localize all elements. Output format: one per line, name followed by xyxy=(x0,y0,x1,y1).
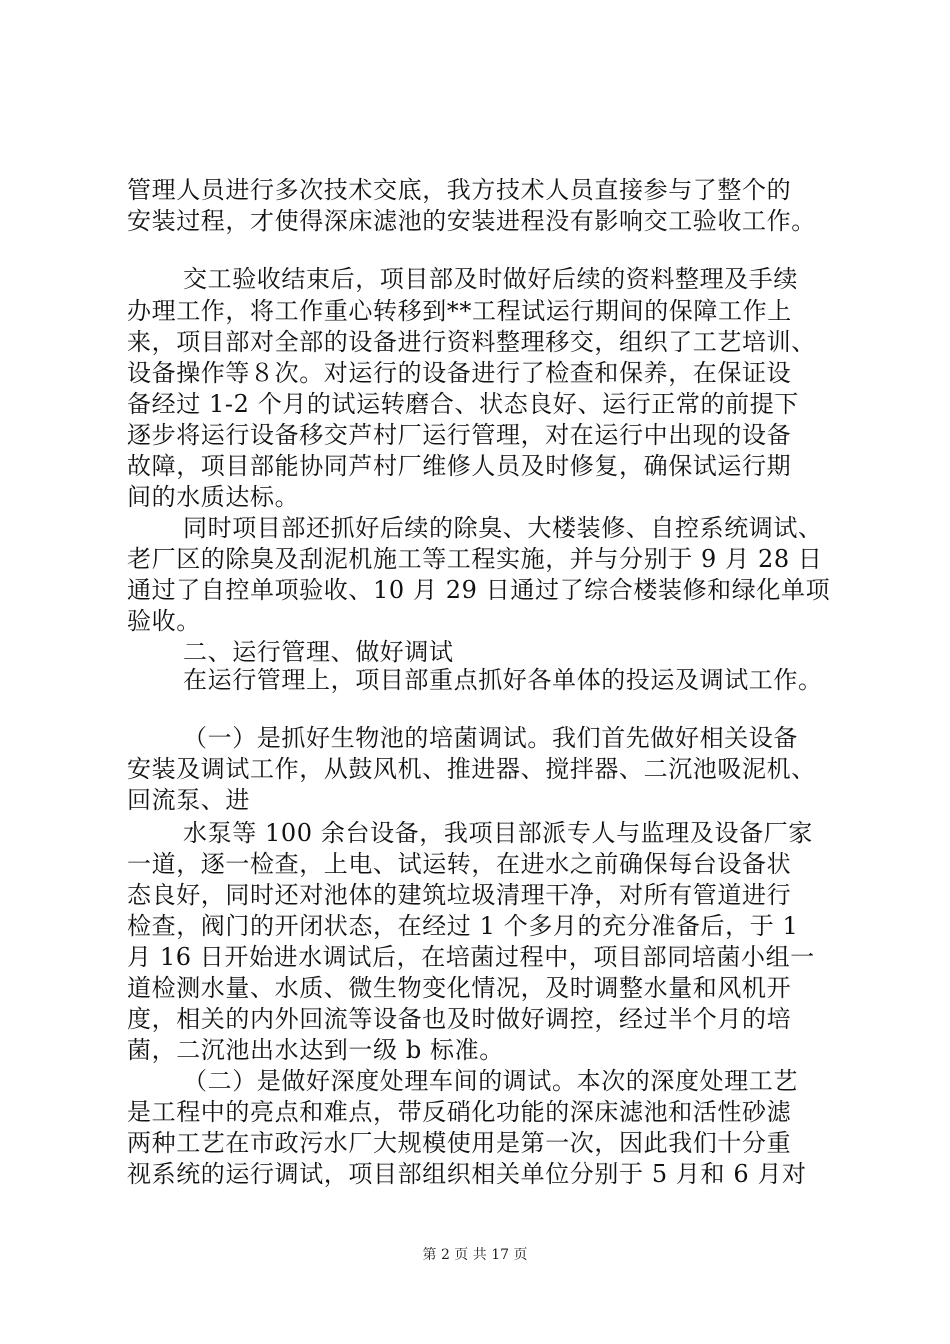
text-line: 交工验收结束后，项目部及时做好后续的资料整理及手续 xyxy=(183,265,798,293)
text-line: （二）是做好深度处理车间的调试。本次的深度处理工艺 xyxy=(183,1067,798,1095)
text-line: 安装及调试工作，从鼓风机、推进器、搅拌器、二沉池吸泥机、 xyxy=(127,755,816,783)
text-line: 办理工作，将工作重心转移到**工程试运行期间的保障工作上 xyxy=(127,297,792,325)
text-line: 安装过程，才使得深床滤池的安装进程没有影响交工验收工作。 xyxy=(127,207,816,235)
text-line: 备经过 1-2 个月的试运转磨合、状态良好、运行正常的前提下 xyxy=(127,390,799,418)
text-line: 间的水质达标。 xyxy=(127,483,300,511)
section-heading: 二、运行管理、做好调试 xyxy=(183,638,454,666)
text-line: 来，项目部对全部的设备进行资料整理移交，组织了工艺培训、 xyxy=(127,328,816,356)
page-number-footer: 第 2 页 共 17 页 xyxy=(422,1247,528,1263)
text-line: 两种工艺在市政污水厂大规模使用是第一次，因此我们十分重 xyxy=(127,1129,792,1157)
text-line: 逐步将运行设备移交芦村厂运行管理，对在运行中出现的设备 xyxy=(127,421,792,449)
text-line: 菌，二沉池出水达到一级 b 标准。 xyxy=(127,1036,504,1064)
text-line: 检查，阀门的开闭状态，在经过 1 个多月的充分准备后，于 1 xyxy=(127,912,799,940)
text-line: 月 16 日开始进水调试后，在培菌过程中，项目部同培菌小组一 xyxy=(127,943,815,971)
text-line: 验收。 xyxy=(127,607,201,635)
text-line: 水泵等 100 余台设备，我项目部派专人与监理及设备厂家 xyxy=(183,819,813,847)
text-line: 一道，逐一检查，上电、试运转，在进水之前确保每台设备状 xyxy=(127,850,792,878)
text-line: 回流泵、进 xyxy=(127,786,250,814)
text-line: 度，相关的内外回流等设备也及时做好调控，经过半个月的培 xyxy=(127,1005,792,1033)
text-line: 通过了自控单项验收、10 月 29 日通过了综合楼装修和绿化单项 xyxy=(127,576,831,604)
text-line: 视系统的运行调试，项目部组织相关单位分别于 5 月和 6 月对 xyxy=(127,1160,807,1188)
text-line: 态良好，同时还对池体的建筑垃圾清理干净，对所有管道进行 xyxy=(127,881,792,909)
text-line: 故障，项目部能协同芦村厂维修人员及时修复，确保试运行期 xyxy=(127,452,792,480)
text-line: 老厂区的除臭及刮泥机施工等工程实施，并与分别于 9 月 28 日 xyxy=(127,545,823,573)
text-line: 同时项目部还抓好后续的除臭、大楼装修、自控系统调试、 xyxy=(183,514,823,542)
text-line: 是工程中的亮点和难点，带反硝化功能的深床滤池和活性砂滤 xyxy=(127,1098,792,1126)
text-line: 在运行管理上，项目部重点抓好各单体的投运及调试工作。 xyxy=(183,666,823,694)
text-line: （一）是抓好生物池的培菌调试。我们首先做好相关设备 xyxy=(183,724,798,752)
text-line: 道检测水量、水质、微生物变化情况，及时调整水量和风机开 xyxy=(127,974,792,1002)
text-line: 设备操作等８次。对运行的设备进行了检查和保养，在保证设 xyxy=(127,359,792,387)
text-line: 管理人员进行多次技术交底，我方技术人员直接参与了整个的 xyxy=(127,176,792,204)
